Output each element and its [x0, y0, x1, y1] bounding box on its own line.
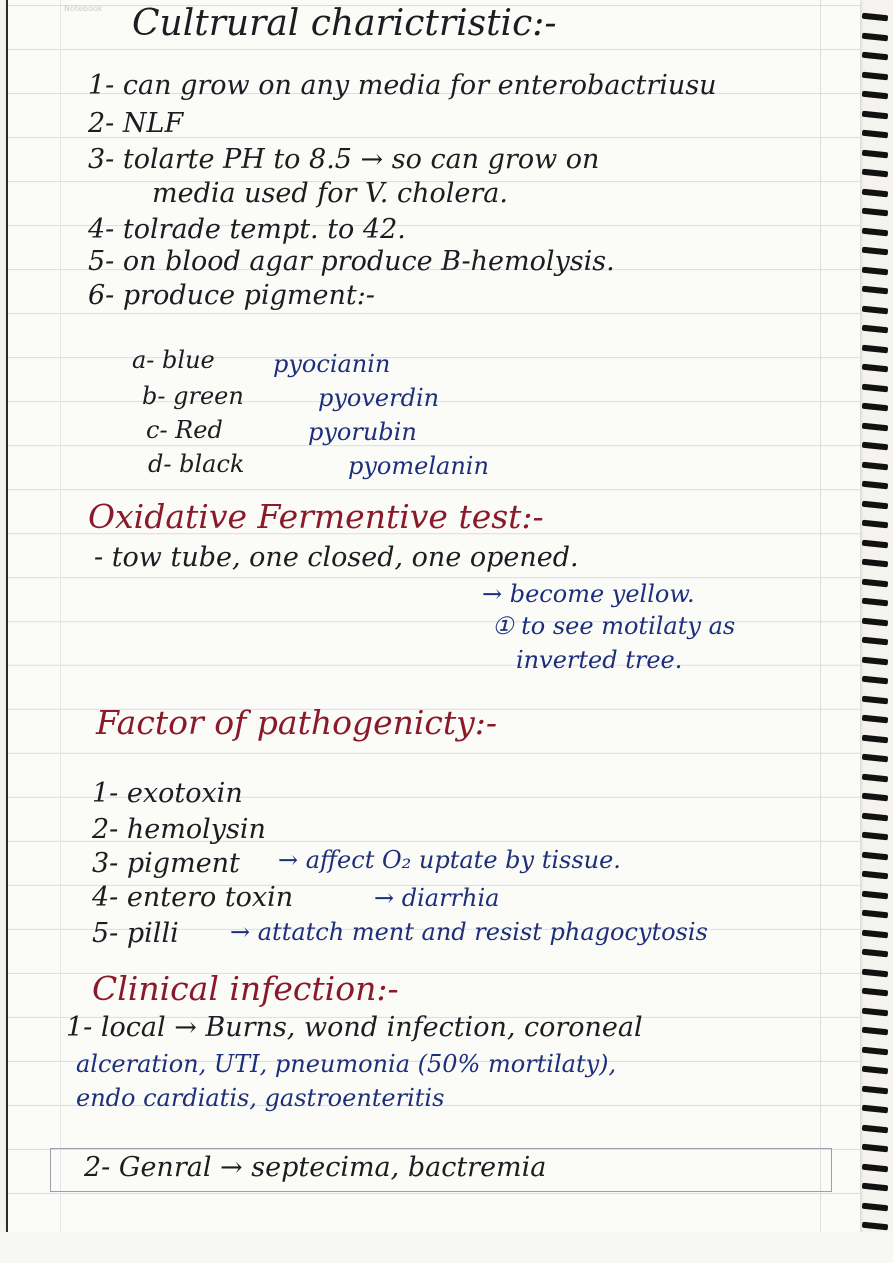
- list-item: 2- hemolysin: [92, 814, 266, 845]
- binding-hole: [862, 442, 888, 451]
- binding-hole: [862, 520, 888, 529]
- page-bottom-edge: [0, 1232, 893, 1263]
- binding-hole: [862, 32, 888, 41]
- clinical-line: endo cardiatis, gastroenteritis: [76, 1084, 445, 1112]
- oxidative-note: ① to see motilaty as: [492, 612, 736, 640]
- factor-effect: → attatch ment and resist phagocytosis: [230, 918, 708, 946]
- list-item: 2- NLF: [88, 108, 184, 139]
- binding-hole: [862, 851, 888, 860]
- binding-hole: [862, 403, 888, 412]
- binding-hole: [862, 734, 888, 743]
- list-item: 1- can grow on any media for enterobactriusu: [88, 70, 717, 101]
- binding-hole: [862, 832, 888, 841]
- notebook-logo: Notebook: [64, 4, 103, 13]
- binding-hole: [862, 988, 888, 997]
- factor-effect: → affect O₂ uptate by tissue.: [278, 846, 621, 874]
- section-title-cultural: Cultrural charictristic:-: [132, 3, 557, 44]
- binding-hole: [862, 1085, 888, 1094]
- binding-hole: [862, 130, 888, 139]
- binding-hole: [862, 383, 888, 392]
- right-margin-line: [820, 0, 821, 1232]
- binding-hole: [862, 364, 888, 373]
- binding-hole: [862, 52, 888, 61]
- binding-hole: [862, 910, 888, 919]
- binding-hole: [862, 1027, 888, 1036]
- binding-hole: [862, 1202, 888, 1211]
- section-title-pathogenicity: Factor of pathogenicty:-: [96, 703, 498, 742]
- binding-hole: [862, 929, 888, 938]
- binding-hole: [862, 890, 888, 899]
- binding-hole: [862, 1222, 888, 1231]
- list-item: 4- entero toxin: [92, 882, 294, 913]
- list-item: 4- tolrade tempt. to 42.: [88, 214, 406, 245]
- binding-hole: [862, 1105, 888, 1114]
- pigment-result: pyocianin: [273, 350, 391, 378]
- oxidative-note: → become yellow.: [482, 580, 695, 608]
- binding-hole: [862, 1183, 888, 1192]
- binding-hole: [862, 500, 888, 509]
- oxidative-line: - tow tube, one closed, one opened.: [94, 542, 579, 573]
- list-item: 5- on blood agar produce B-hemolysis.: [88, 246, 615, 277]
- binding-hole: [862, 1144, 888, 1153]
- pigment-result: pyorubin: [308, 418, 417, 446]
- binding-hole: [862, 539, 888, 548]
- binding-hole: [862, 968, 888, 977]
- clinical-line: alceration, UTI, pneumonia (50% mortilaty),: [76, 1050, 617, 1078]
- binding-hole: [862, 871, 888, 880]
- pigment-label: b- green: [142, 382, 244, 410]
- binding-hole: [862, 247, 888, 256]
- factor-effect: → diarrhia: [374, 884, 500, 912]
- binding-hole: [862, 637, 888, 646]
- notebook-page: [6, 0, 860, 1232]
- binding-hole: [862, 461, 888, 470]
- binding-hole: [862, 325, 888, 334]
- binding-hole: [862, 481, 888, 490]
- binding-hole: [862, 227, 888, 236]
- section-title-clinical: Clinical infection:-: [92, 969, 399, 1008]
- pigment-result: pyomelanin: [348, 452, 489, 480]
- binding-hole: [862, 188, 888, 197]
- general-infection-text: 2- Genral → septecima, bactremia: [84, 1152, 547, 1183]
- binding-hole: [862, 169, 888, 178]
- binding-hole: [862, 110, 888, 119]
- list-item: 3- pigment: [92, 848, 240, 879]
- pigment-result: pyoverdin: [318, 384, 440, 412]
- binding-hole: [862, 1066, 888, 1075]
- binding-hole: [862, 286, 888, 295]
- binding-hole: [862, 754, 888, 763]
- binding-hole: [862, 1163, 888, 1172]
- pigment-label: d- black: [148, 450, 245, 478]
- pigment-label: a- blue: [132, 346, 215, 374]
- binding-hole: [862, 344, 888, 353]
- list-item: 6- produce pigment:-: [88, 280, 375, 311]
- binding-hole: [862, 13, 888, 22]
- binding-hole: [862, 71, 888, 80]
- binding-hole: [862, 715, 888, 724]
- oxidative-note: inverted tree.: [516, 646, 683, 674]
- binding-hole: [862, 305, 888, 314]
- binding-hole: [862, 617, 888, 626]
- binding-hole: [862, 949, 888, 958]
- list-item: 1- exotoxin: [92, 778, 243, 809]
- pigment-label: c- Red: [146, 416, 223, 444]
- binding-hole: [862, 598, 888, 607]
- binding-hole: [862, 1046, 888, 1055]
- spiral-binding: [862, 14, 890, 1244]
- binding-hole: [862, 266, 888, 275]
- binding-hole: [862, 1007, 888, 1016]
- binding-hole: [862, 656, 888, 665]
- left-margin-line: [60, 0, 61, 1232]
- clinical-line: 1- local → Burns, wond infection, coroneal: [66, 1012, 643, 1043]
- binding-hole: [862, 559, 888, 568]
- binding-hole: [862, 149, 888, 158]
- binding-hole: [862, 1124, 888, 1133]
- list-item: media used for V. cholera.: [152, 178, 508, 209]
- list-item: 5- pilli: [92, 918, 179, 949]
- binding-hole: [862, 676, 888, 685]
- binding-hole: [862, 422, 888, 431]
- list-item: 3- tolarte PH to 8.5 → so can grow on: [88, 144, 600, 175]
- binding-hole: [862, 695, 888, 704]
- section-title-oxidative: Oxidative Fermentive test:-: [88, 497, 544, 536]
- binding-hole: [862, 91, 888, 100]
- binding-hole: [862, 208, 888, 217]
- binding-hole: [862, 578, 888, 587]
- binding-hole: [862, 812, 888, 821]
- binding-hole: [862, 793, 888, 802]
- binding-hole: [862, 773, 888, 782]
